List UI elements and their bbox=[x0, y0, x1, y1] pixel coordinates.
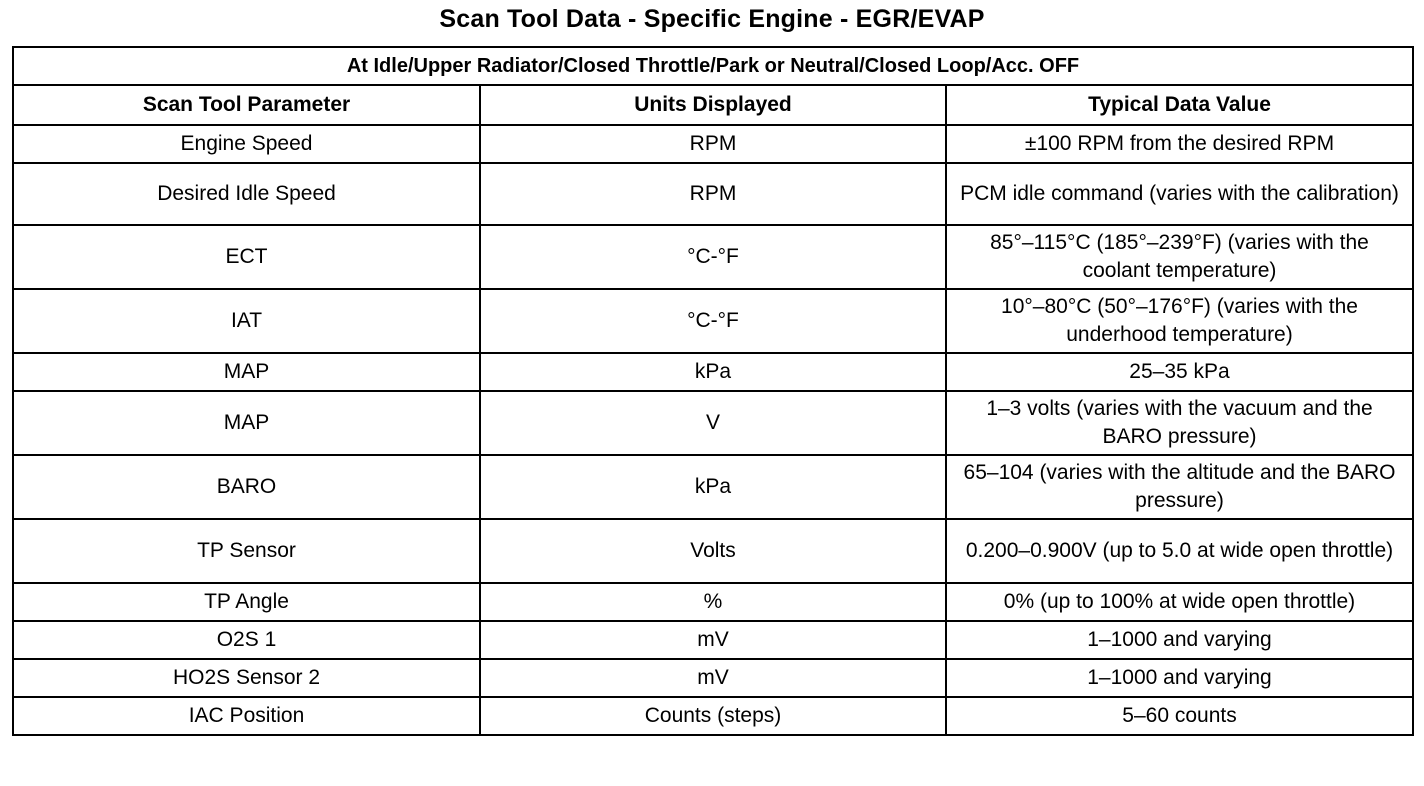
units-cell: V bbox=[480, 391, 946, 455]
units-cell: RPM bbox=[480, 163, 946, 225]
parameter-cell: MAP bbox=[13, 353, 480, 391]
units-cell: % bbox=[480, 583, 946, 621]
table-row bbox=[13, 289, 1413, 353]
value-cell: 1–3 volts (varies with the vacuum and the BARO pressure) bbox=[946, 391, 1413, 455]
table-row bbox=[13, 225, 1413, 289]
units-cell: Counts (steps) bbox=[480, 697, 946, 735]
value-cell: PCM idle command (varies with the calibration) bbox=[946, 163, 1413, 225]
column-header-units: Units Displayed bbox=[480, 85, 946, 125]
condition-row bbox=[13, 47, 1413, 85]
value-cell: 65–104 (varies with the altitude and the BARO pressure) bbox=[946, 455, 1413, 519]
parameter-cell: TP Sensor bbox=[13, 519, 480, 583]
value-cell: 85°–115°C (185°–239°F) (varies with the coolant temperature) bbox=[946, 225, 1413, 289]
page-title: Scan Tool Data - Specific Engine - EGR/EVAP bbox=[439, 5, 985, 33]
units-cell: kPa bbox=[480, 353, 946, 391]
column-header-parameter: Scan Tool Parameter bbox=[13, 85, 480, 125]
value-cell: 1–1000 and varying bbox=[946, 621, 1413, 659]
table-row bbox=[13, 621, 1413, 659]
parameter-cell: IAC Position bbox=[13, 697, 480, 735]
value-cell: 0.200–0.900V (up to 5.0 at wide open throttle) bbox=[946, 519, 1413, 583]
table-row bbox=[13, 125, 1413, 163]
column-header-value: Typical Data Value bbox=[946, 85, 1413, 125]
table-row bbox=[13, 455, 1413, 519]
condition-cell: At Idle/Upper Radiator/Closed Throttle/Park or Neutral/Closed Loop/Acc. OFF bbox=[13, 47, 1413, 85]
value-cell: 10°–80°C (50°–176°F) (varies with the underhood temperature) bbox=[946, 289, 1413, 353]
units-cell: mV bbox=[480, 621, 946, 659]
table-row bbox=[13, 353, 1413, 391]
units-cell: RPM bbox=[480, 125, 946, 163]
value-cell: 25–35 kPa bbox=[946, 353, 1413, 391]
parameter-cell: BARO bbox=[13, 455, 480, 519]
parameter-cell: IAT bbox=[13, 289, 480, 353]
units-cell: Volts bbox=[480, 519, 946, 583]
units-cell: mV bbox=[480, 659, 946, 697]
value-cell: 5–60 counts bbox=[946, 697, 1413, 735]
header-row bbox=[13, 85, 1413, 125]
table-row bbox=[13, 519, 1413, 583]
table-row bbox=[13, 163, 1413, 225]
parameter-cell: TP Angle bbox=[13, 583, 480, 621]
table-row bbox=[13, 697, 1413, 735]
units-cell: °C-°F bbox=[480, 225, 946, 289]
units-cell: °C-°F bbox=[480, 289, 946, 353]
table-row bbox=[13, 391, 1413, 455]
parameter-cell: HO2S Sensor 2 bbox=[13, 659, 480, 697]
table-row bbox=[13, 583, 1413, 621]
parameter-cell: MAP bbox=[13, 391, 480, 455]
scan-tool-data-table bbox=[12, 46, 1414, 736]
value-cell: 0% (up to 100% at wide open throttle) bbox=[946, 583, 1413, 621]
value-cell: ±100 RPM from the desired RPM bbox=[946, 125, 1413, 163]
units-cell: kPa bbox=[480, 455, 946, 519]
value-cell: 1–1000 and varying bbox=[946, 659, 1413, 697]
table-row bbox=[13, 659, 1413, 697]
parameter-cell: ECT bbox=[13, 225, 480, 289]
parameter-cell: O2S 1 bbox=[13, 621, 480, 659]
parameter-cell: Engine Speed bbox=[13, 125, 480, 163]
parameter-cell: Desired Idle Speed bbox=[13, 163, 480, 225]
